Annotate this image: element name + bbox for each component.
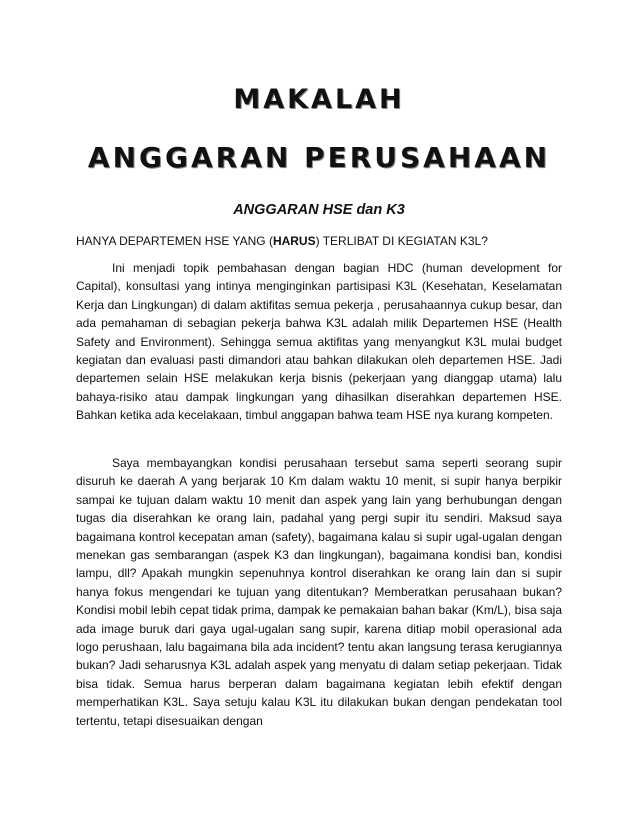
title-line-2: ANGGARAN PERUSAHAAN [87,141,551,174]
question-heading [76,234,566,248]
paragraph-2 [76,454,562,730]
question-text-bold: HARUS [272,234,316,248]
question-text-after: ) TERLIBAT DI KEGIATAN K3L? [315,234,488,248]
subtitle: ANGGARAN HSE dan K3 [233,202,405,218]
paragraph-1-text: Ini menjadi topik pembahasan dengan bagian HDC (human development for Capital), konsultasi yang intinya menginginkan partisipasi K3L (Kesehatan, Keselamatan Kerja dan Lingkungan) di dalam aktifitas semua pekerja , perusahaannya cukup besar, dan ada pemahaman di sebagian pekerja bahwa K3L adalah milik Departemen HSE (Health Safety and Environment). Sehingga semua aktifitas yang menyangkut K3L mulai budget kegiatan dan evaluasi pasti dimandori atau bahkan dilakukan oleh departemen HSE. Jadi departemen selain HSE melakukan kerja bisnis (pekerjaan yang dianggap utama) lalu bahaya-risiko atau dampak lingkungan yang dihasilkan diserahkan departemen HSE. Bahkan ketika ada kecelakaan, timbul anggapan bahwa team HSE nya kurang kompeten. [76,261,562,423]
paragraph-1 [76,259,562,425]
paragraph-2-text: Saya membayangkan kondisi perusahaan tersebut sama seperti seorang supir disuruh ke daerah A yang berjarak 10 Km dalam waktu 10 menit, si supir hanya berpikir sampai ke tujuan dalam waktu 10 menit dan aspek yang lain yang berhubungan dengan tugas dia diserahkan ke orang lain, padahal yang pergi supir itu sendiri. Maksud saya bagaimana kontrol kecepatan aman (safety), bagaimana kalau si supir ugal-ugalan dengan menekan gas sembarangan (aspek K3 dan lingkungan), bagaimana kondisi ban, kondisi lampu, dll? Apakah mungkin sepenuhnya kontrol diserahkan ke orang lain dan si supir hanya fokus mengendari ke tujuan yang ditentukan? Memberatkan perusahaan bukan? Kondisi mobil lebih cepat tidak prima, dampak ke pemakaian bahan bakar (Km/L), bisa saja ada image buruk dari gaya ugal-ugalan sang supir, karena ditiap mobil operasional ada logo perushaan, lalu bagaimana bila ada incident? tentu akan langsung terasa kerugiannya bukan? Jadi seharusnya K3L adalah aspek yang menyatu di dalam setiap pekerjaan. Tidak bisa tidak. Semua harus berperan dalam bagaimana kegiatan lebih efektif dengan memperhatikan K3L. Saya setuju kalau K3L itu dilakukan bukan dengan pendekatan tool tertentu, tetapi disesuaikan dengan [76,456,562,728]
question-text-before: HANYA DEPARTEMEN HSE YANG ( [76,234,273,248]
title-line-1: MAKALAH [233,84,405,115]
